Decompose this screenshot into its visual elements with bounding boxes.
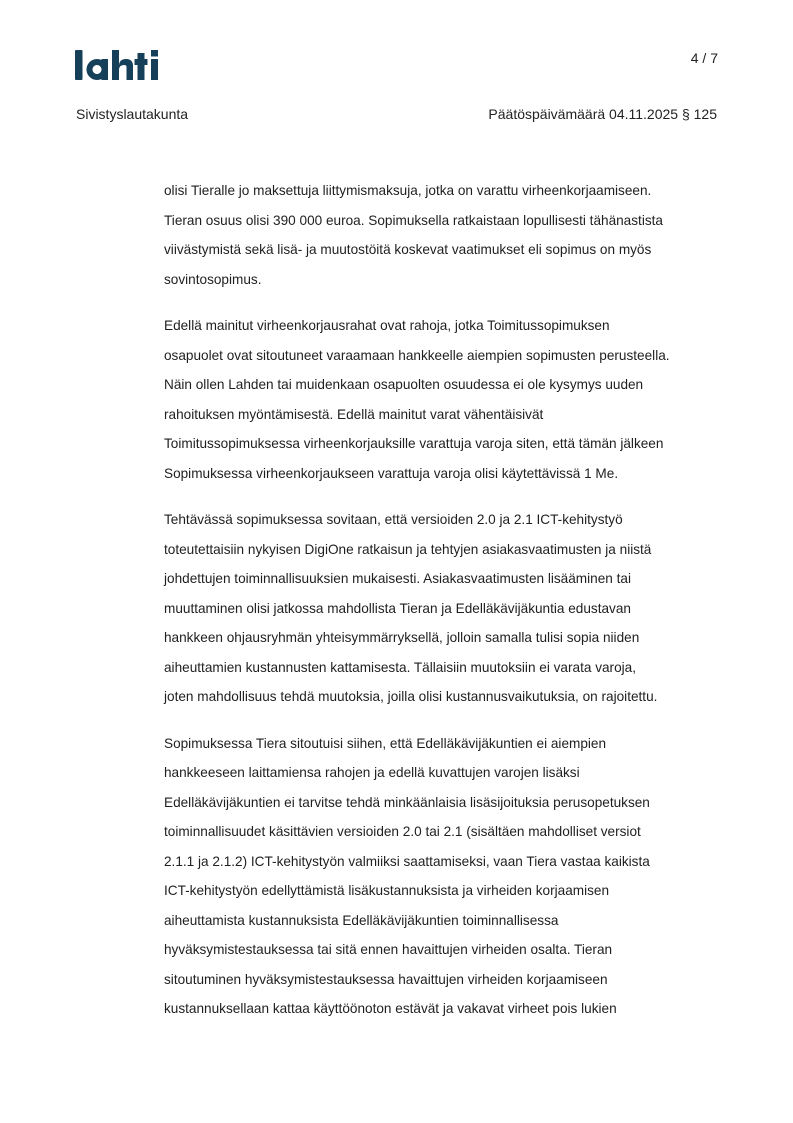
paragraph — [164, 176, 724, 294]
text-line: 2.1.1 ja 2.1.2) ICT-kehitystyön valmiiksi saattamiseksi, vaan Tiera vastaa kaikista — [164, 853, 650, 869]
paragraph — [164, 311, 724, 488]
lahti-logo — [75, 48, 167, 82]
text-line: rahoituksen myöntämisestä. Edellä mainitut varat vähentäisivät — [164, 406, 544, 422]
department-name: Sivistyslautakunta — [76, 106, 189, 122]
text-line: toteutettaisiin nykyisen DigiOne ratkaisun ja tehtyjen asiakasvaatimusten ja niistä — [164, 541, 652, 557]
text-line: aiheuttamista kustannuksista Edelläkävijäkuntien toiminnallisessa — [164, 912, 559, 928]
text-line: toiminnallisuudet käsittävien versioiden 2.0 tai 2.1 (sisältäen mahdolliset versiot — [164, 824, 641, 839]
text-line: johdettujen toiminnallisuuksien mukaisesti. Asiakasvaatimusten lisääminen tai — [164, 571, 631, 586]
page-number: 4 / 7 — [690, 50, 718, 66]
paragraph — [164, 729, 724, 1024]
text-line: Näin ollen Lahden tai muidenkaan osapuolten osuudessa ei ole kysymys uuden — [164, 377, 644, 392]
text-line: Tehtävässä sopimuksessa sovitaan, että versioiden 2.0 ja 2.1 ICT-kehitystyö — [164, 512, 623, 527]
text-line: hankkeeseen laittamiensa rahojen ja edellä kuvattujen varojen lisäksi — [164, 765, 580, 780]
text-line: kustannuksellaan kattaa käyttöönoton estävät ja vakavat virheet pois lukien — [164, 1001, 617, 1016]
text-line: viivästymistä sekä lisä- ja muutostöitä koskevat vaatimukset eli sopimus on myös — [164, 242, 652, 257]
text-line: muuttaminen olisi jatkossa mahdollista Tieran ja Edelläkävijäkuntia edustavan — [164, 600, 631, 616]
text-line: olisi Tieralle jo maksettuja liittymismaksuja, jotka on varattu virheenkorjaamiseen. — [164, 183, 652, 198]
text-line: Toimitussopimuksessa virheenkorjauksille varattuja varoja siten, että tämän jälkeen — [164, 436, 664, 451]
document-body — [164, 176, 724, 1041]
text-line: sovintosopimus. — [164, 271, 262, 287]
text-line: Edelläkävijäkuntien ei tarvitse tehdä minkäänlaisia lisäsijoituksia perusopetuksen — [164, 794, 650, 810]
text-line: joten mahdollisuus tehdä muutoksia, joilla olisi kustannusvaikutuksia, on rajoitettu. — [164, 689, 658, 704]
text-line: ICT-kehitystyön edellyttämistä lisäkustannuksista ja virheiden korjaamisen — [164, 883, 610, 898]
text-line: osapuolet ovat sitoutuneet varaamaan hankkeelle aiempien sopimusten perusteella. — [164, 347, 670, 363]
text-line: Tieran osuus olisi 390 000 euroa. Sopimuksella ratkaistaan lopullisesti tähänastista — [164, 212, 663, 228]
text-line: hankkeen ohjausryhmän yhteisymmärryksellä, jolloin samalla tulisi sopia niiden — [164, 630, 640, 645]
text-line: aiheuttamien kustannusten kattamisesta. Tällaisiin muutoksiin ei varata varoja, — [164, 659, 636, 675]
text-line: Sopimuksessa virheenkorjaukseen varattuja varoja olisi käytettävissä 1 Me. — [164, 465, 619, 481]
decision-date-section: Päätöspäivämäärä 04.11.2025 § 125 — [488, 106, 717, 122]
text-line: sitoutuminen hyväksymistestauksessa havaittujen virheiden korjaamiseen — [164, 971, 608, 987]
paragraph — [164, 505, 724, 712]
text-line: hyväksymistestauksessa tai sitä ennen havaittujen virheiden osalta. Tieran — [164, 942, 613, 957]
text-line: Sopimuksessa Tiera sitoutuisi siihen, että Edelläkävijäkuntien ei aiempien — [164, 735, 607, 751]
text-line: Edellä mainitut virheenkorjausrahat ovat rahoja, jotka Toimitussopimuksen — [164, 318, 610, 333]
